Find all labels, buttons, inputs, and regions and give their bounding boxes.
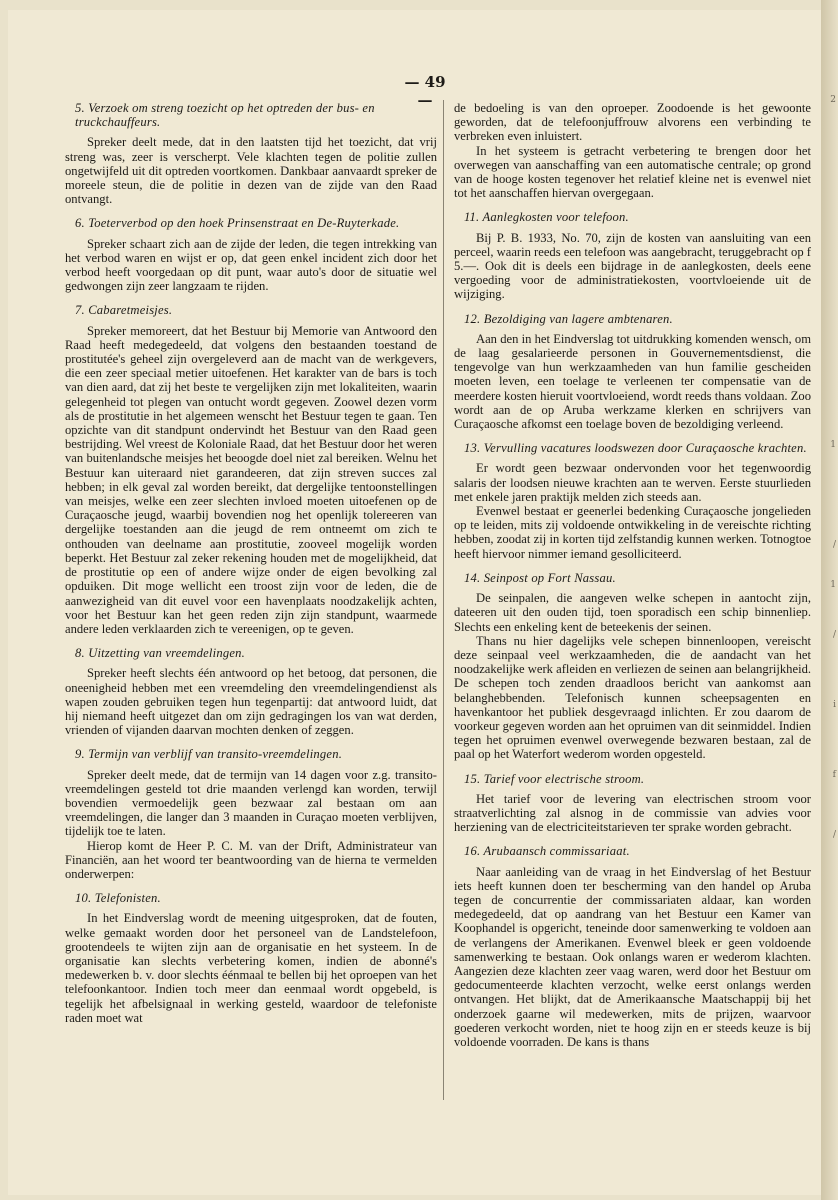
section-heading: 7. Cabaretmeisjes.	[75, 303, 173, 318]
paragraph: Spreker memoreert, dat het Bestuur bij Memorie van Antwoord den Raad heeft medegedeeld, dat volgens den bestaanden toestand de prostitutée's geheel zijn overgeleverd aan de macht van de werkgevers, die een zeer speciaal metier uitoefenen. Het karakter van de bars is toch van dien aard, dat zij het beste te vergelijken zijn met lokaliteiten, waarin gelegenheid tot plegen van ontucht wordt gegeven. Zoowel dezen vorm als de prostitutie in het algemeen wenscht het Bestuur tegen te gaan. Ten opzichte van dit standpunt ondervindt het Bestuur van den Raad geen bestrijding. Wel vreest de Koloniale Raad, dat het Bestuur door het weren van buitenlandsche meisjes het beoogde doel niet zal bereiken. Welnu het Bestuur kan uiteraard niet garandeeren, dat zijn streven succes zal hebben; in elk geval zal worden bereikt, dat dergelijke tentoonstellingen van meisjes, welke een zeer slechten invloed moeten uitoefenen op de Curaçaosche jeugd, waarbij bovendien nog het openlijk tolereeren van dergelijke toestanden aan die jeugd de rem ontneemt om zich te onthouden van deelname aan prostitutie, zooveel mogelijk worden beperkt. Het Bestuur zal zeker rekening houden met de mogelijkheid, dat de prostitutie op een of andere wijze onder de eigen bevolking zal opduiken. Dit moge wellicht een troost zijn voor de leden, die de aanwezigheid van dit euvel voor een havenplaats noodzakelijk achten, voor het Bestuur kan het geen reden zijn zijn standpunt, waarmede andere leden verklaarden zich te vereenigen, op te geven.	[65, 323, 437, 636]
edge-mark: /	[832, 830, 836, 840]
paragraph: de bedoeling is van den oproeper. Zoodoende is het gewoonte geworden, dat de telefoonjuffrouw alvorens een verbinding te verbreken even inluistert.	[454, 101, 811, 144]
paragraph: Aan den in het Eindverslag tot uitdrukking komenden wensch, om de laag gesalarieerde personen in Gouvernementsdienst, die tengevolge van hun werkzaamheden van hun familie gescheiden moeten leven, een toelage te verleenen ter compensatie van de meerdere kosten hieruit voortvloeiend, wordt reeds thans voldaan. Zoo wordt aan de op Aruba werkzame klerken en schrijvers van Curaçaosche afkomst een toelage boven de bezoldiging verleend.	[454, 331, 811, 432]
section	[454, 772, 811, 835]
next-page-edge	[821, 0, 838, 1200]
right-column	[454, 101, 811, 1059]
paragraph: De seinpalen, die aangeven welke schepen in aantocht zijn, dateeren uit den ouden tijd, toen sporadisch een schip binnenliep. Slechts een enkeling kent de beteekenis der seinen.	[454, 591, 811, 634]
paragraph: Naar aanleiding van de vraag in het Eindverslag of het Bestuur iets heeft kunnen doen ter bescherming van den handel op Aruba tegen de concurrentie der commissariaten aldaar, kan worden medegedeeld, dat op aandrang van het Bestuur een Kamer van Koophandel is opgericht, teneinde door samenwerking te voldoen aan de verlangens der Amerikanen. Evenwel bleek er geen voldoende samenwerking te bestaan. Ook onlangs waren er wederom klachten. Aangezien deze klachten zeer vaag waren, werd door het Bestuur om gedocumenteerde klachten verzocht, welke eerst onlangs werden ontvangen. Het blijkt, dat de Amerikaansche Maatschappij bij het onderzoek gaarne wil medewerken, mits de prijzen, waarvoor goederen verkocht worden, niet te hoog zijn en er steeds keuze is bij voldoende voorraden. De kans is thans	[454, 864, 811, 1049]
section-heading: 16. Arubaansch commissariaat.	[464, 844, 630, 859]
paragraph: In het systeem is getracht verbetering te brengen door het overwegen van aanschaffing van een automatische centrale; op grond van de hooge kosten tegenover het relatief kleine net is evenwel niet tot het aanschaffen hiervan overgegaan.	[454, 143, 811, 201]
section	[65, 747, 437, 881]
edge-mark: 1	[830, 440, 836, 450]
edge-mark: /	[832, 630, 836, 640]
section-heading: 8. Uitzetting van vreemdelingen.	[75, 646, 245, 661]
section	[454, 210, 811, 301]
section	[454, 844, 811, 1049]
section	[65, 891, 437, 1025]
section	[454, 441, 811, 561]
section-heading: 10. Telefonisten.	[75, 891, 161, 906]
edge-mark: 2	[830, 95, 836, 105]
section	[65, 101, 437, 206]
paragraph: Er wordt geen bezwaar ondervonden voor het tegenwoordig salaris der loodsen nieuwe krachten aan te werven. Eerste stuurlieden met enkele jaren praktijk melden zich steeds aan.	[454, 461, 811, 504]
section-heading: 12. Bezoldiging van lagere ambtenaren.	[464, 311, 673, 326]
section-heading: 15. Tarief voor electrische stroom.	[464, 771, 645, 786]
paragraph: Bij P. B. 1933, No. 70, zijn de kosten van aansluiting van een perceel, waarin reeds een telefoon was aangebracht, teruggebracht op f 5.—. Ook dit is deels een bijdrage in de aanlegkosten, deels eene vergoeding voor de administratiekosten, voortvloeiende uit de wijziging.	[454, 230, 811, 302]
paragraph: Spreker deelt mede, dat de termijn van 14 dagen voor z.g. transito-vreemdelingen gesteld tot drie maanden verlengd kan worden, terwijl bovendien vermoedelijk geen bezwaar zal bestaan om aan vreemdelingen, die langer dan 3 maanden in Curaçao moeten verblijven, tijdelijk toe te laten.	[65, 767, 437, 839]
paragraph: Het tarief voor de levering van electrischen stroom voor straatverlichting zal alsnog in de commissie van advies voor herziening van de electriciteitstarieven ter sprake worden gebracht.	[454, 791, 811, 835]
section-heading: 14. Seinpost op Fort Nassau.	[464, 570, 616, 585]
section-heading: 11. Aanlegkosten voor telefoon.	[464, 210, 629, 225]
edge-mark: 1	[830, 580, 836, 590]
section-heading: 13. Vervulling vacatures loodswezen door Curaçaosche krachten.	[464, 441, 807, 456]
paragraph: Spreker heeft slechts één antwoord op het betoog, dat personen, die oneenigheid hebben met een vreemdeling den vreemdelingendienst als wapen zouden gebruiken tegen hun tegenpartij: dat antwoord luidt, dat hij niemand heeft uitgezet dan om zijn gedragingen los van wat derden, vrienden of vijanden daarvan mochten denken of zeggen.	[65, 666, 437, 738]
left-column	[65, 101, 437, 1035]
paragraph: Spreker deelt mede, dat in den laatsten tijd het toezicht, dat vrij streng was, zeer is verscherpt. Vele klachten tegen de politie zullen ongetwijfeld uit dit optreden voortkomen. Dankbaar aanvaardt spreker de moreele steun, die de politie in dezen van de zijde van den Raad ontvangt.	[65, 135, 437, 207]
column-divider	[443, 100, 444, 1100]
section	[454, 101, 811, 200]
section-heading: 6. Toeterverbod op den hoek Prinsenstraat en De-Ruyterkade.	[75, 216, 400, 231]
paragraph: In het Eindverslag wordt de meening uitgesproken, dat de fouten, welke gemaakt worden door het personeel van de Landstelefoon, grootendeels te wijten zijn aan de organisatie en het systeem. In de organisatie kan slechts verbetering komen, indien de abonné's medewerken b. v. door slechts éénmaal te bellen bij het oproepen van het telefoonkantoor. Indien toch meer dan eenmaal wordt opgebeld, is tegelijk het afbelsignaal in werking gesteld, waardoor de telefoniste raden moet wat	[65, 911, 437, 1025]
section-heading: 9. Termijn van verblijf van transito-vreemdelingen.	[75, 747, 343, 762]
section	[65, 216, 437, 293]
section	[65, 646, 437, 737]
paragraph: Spreker schaart zich aan de zijde der leden, die tegen intrekking van het verbod waren en wijst er op, dat geen enkel incident zich door het verbod heeft voorgedaan op dit punt, waar auto's door de situatie wel gedwongen zijn zeer langzaam te rijden.	[65, 236, 437, 294]
paragraph: Hierop komt de Heer P. C. M. van der Drift, Administrateur van Financiën, aan het woord ter beantwoording van de hierna te vermelden onderwerpen:	[65, 838, 437, 881]
section-heading: 5. Verzoek om streng toezicht op het optreden der bus- en truckchauffeurs.	[75, 101, 375, 130]
section	[65, 303, 437, 636]
edge-mark: i	[833, 700, 836, 710]
edge-mark: /	[832, 540, 836, 550]
page-number: — 49 —	[404, 73, 446, 109]
paragraph: Thans nu hier dagelijks vele schepen binnenloopen, vereischt deze seinpaal veel werkzaamheden, die de aandacht van het noodzakelijke werk afleiden en verliezen de seinen aan belangrijkheid. De schepen toch zenden draadloos bericht van aankomst aan belanghebbenden. Telefonisch kunnen scheepsagenten en havenkantoor het publiek desgevraagd inlichten. Er zou daarom de voorkeur gegeven worden aan het opruimen van dit seinmiddel. Indien tegen het opruimen evenwel overwegende bezwaren bestaan, zal de paal op het Waterfort wederom worden opgesteld.	[454, 633, 812, 762]
section	[454, 571, 811, 762]
edge-mark: f	[832, 770, 836, 780]
section	[454, 312, 811, 432]
paragraph: Evenwel bestaat er geenerlei bedenking Curaçaosche jongelieden op te leiden, mits zij voldoende ontwikkeling in de vereischte richting hebben, zoodat zij in korten tijd zelfstandig kunnen werken. Totnogtoe heeft hiervoor nimmer iemand gesolliciteerd.	[454, 504, 811, 561]
